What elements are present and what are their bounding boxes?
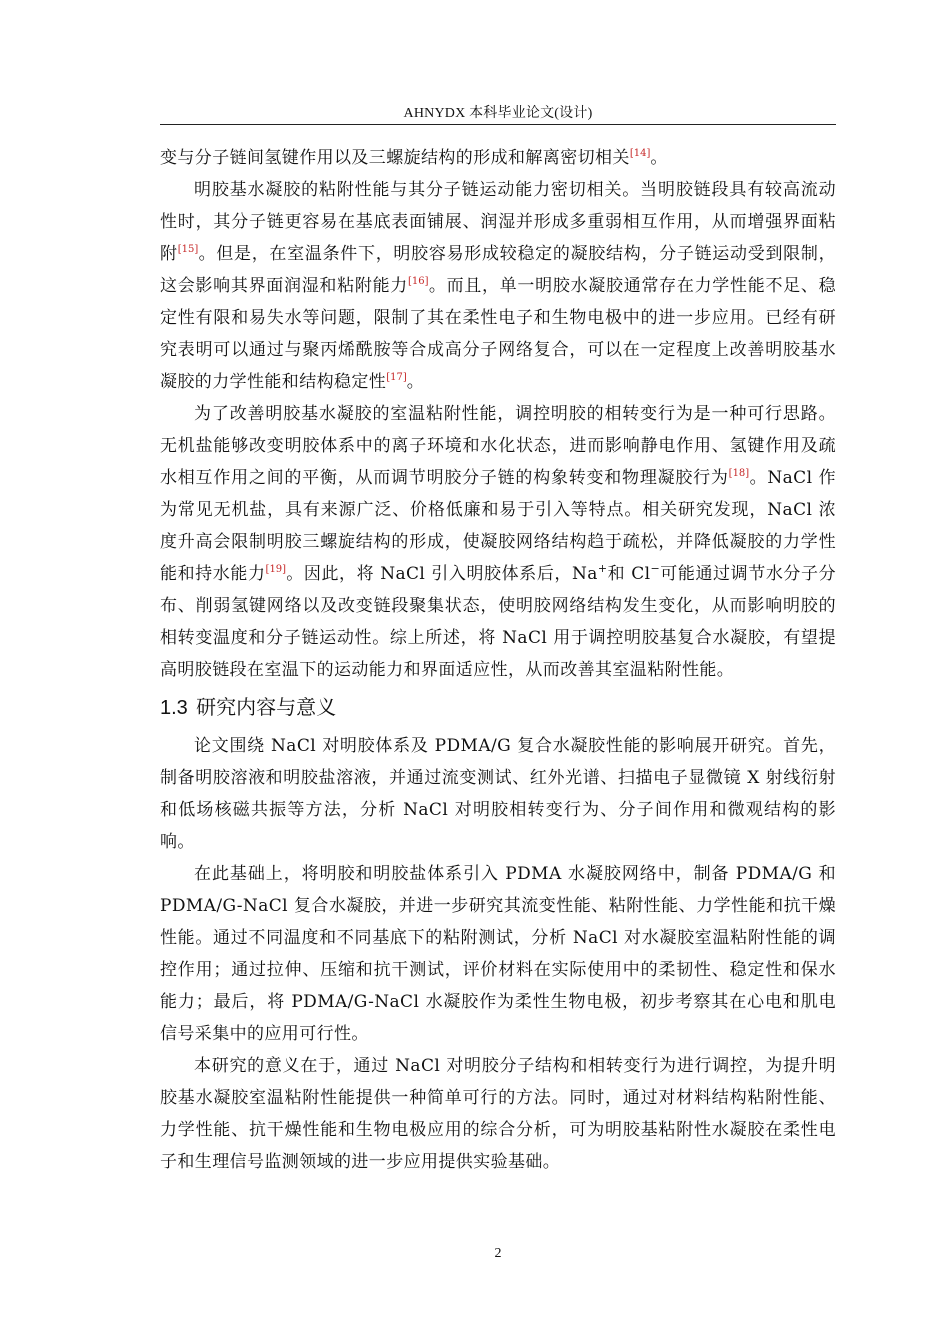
text-run: 和 Cl xyxy=(607,564,651,584)
text-run: 。 xyxy=(406,372,425,392)
text-run: 为了改善明胶基水凝胶的室温粘附性能，调控明胶的相转变行为是一种可行思路。无机盐能够改变明胶体系中的离子环境和水化状态，进而影响静电作用、氢键作用及疏水相互作用之间的平衡，从而调节明胶分子链的构象转变和物理凝胶行为 xyxy=(160,404,836,488)
chloride-charge: − xyxy=(650,562,661,575)
paragraph-research-methods: 在此基础上，将明胶和明胶盐体系引入 PDMA 水凝胶网络中，制备 PDMA/G 和 PDMA/G-NaCl 复合水凝胶，并进一步研究其流变性能、粘附性能、力学性能和抗干燥性能。通过不同温度和不同基底下的粘附测试，分析 NaCl 对水凝胶室温粘附性能的调控作用；通过拉伸、压缩和抗干测试，评价材料在实际使用中的柔韧性、稳定性和保水能力；最后，将 PDMA/G-NaCl 水凝胶作为柔性生物电极，初步考察其在心电和肌电信号采集中的应用可行性。 xyxy=(160,864,836,1044)
text-run: 。而且，单一明胶水凝胶通常存在力学性能不足、稳定性有限和易失水等问题，限制了其在柔性电子和生物电极中的进一步应用。已经有研究表明可以通过与聚丙烯酰胺等合成高分子网络复合，可以在一定程度上改善明胶基水凝胶的力学性能和结构稳定性 xyxy=(160,276,836,392)
text-run: 可能通过调节水分子分布、削弱氢键网络以及改变链段聚集状态，使明胶网络结构发生变化，从而影响明胶的相转变温度和分子链运动性。综上所述，将 NaCl 用于调控明胶基复合水凝胶，有望提高明胶链段在室温下的运动能力和界面适应性，从而改善其室温粘附性能。 xyxy=(160,564,837,680)
paragraph-significance: 本研究的意义在于，通过 NaCl 对明胶分子结构和相转变行为进行调控，为提升明胶基水凝胶室温粘附性能提供一种简单可行的方法。同时，通过对材料结构粘附性能、力学性能、抗干燥性能和生物电极应用的综合分析，可为明胶基粘附性水凝胶在柔性电子和生理信号监测领域的进一步应用提供实验基础。 xyxy=(160,1056,836,1172)
paragraph-continuation xyxy=(160,142,836,174)
paragraph-adhesion xyxy=(160,174,836,398)
section-heading xyxy=(160,689,836,726)
text-run: 变与分子链间氢键作用以及三螺旋结构的形成和解离密切相关 xyxy=(160,148,630,168)
text-run: 明胶基水凝胶的粘附性能与其分子链运动能力密切相关。当明胶链段具有较高流动性时，其分子链更容易在基底表面铺展、润湿并形成多重弱相互作用，从而增强界面粘附 xyxy=(160,180,836,264)
text-run: 。 xyxy=(650,148,668,168)
sodium-charge: + xyxy=(597,562,608,575)
citation-18[interactable]: [18] xyxy=(728,468,750,479)
text-run: 。但是，在室温条件下，明胶容易形成较稳定的凝胶结构，分子链运动受到限制，这会影响其界面润湿和粘附能力 xyxy=(160,244,836,296)
citation-19[interactable]: [19] xyxy=(265,564,287,575)
section-number: 1.3 xyxy=(160,697,188,719)
paragraph-research-outline: 论文围绕 NaCl 对明胶体系及 PDMA/G 复合水凝胶性能的影响展开研究。首先，制备明胶溶液和明胶盐溶液，并通过流变测试、红外光谱、扫描电子显微镜 X 射线衍射和低场核磁共振等方法，分析 NaCl 对明胶相转变行为、分子间作用和微观结构的影响。 xyxy=(160,736,836,852)
page-number: 2 xyxy=(494,1246,502,1261)
header-rule xyxy=(160,124,836,125)
citation-17[interactable]: [17] xyxy=(386,372,407,383)
text-run: 。因此，将 NaCl 引入明胶体系后，Na xyxy=(286,564,598,584)
citation-15[interactable]: [15] xyxy=(177,244,199,255)
citation-14[interactable]: [14] xyxy=(629,148,651,159)
page-body xyxy=(160,142,836,1178)
text-run: 。NaCl 作为常见无机盐，具有来源广泛、价格低廉和易于引入等特点。相关研究发现，NaCl 浓度升高会限制明胶三螺旋结构的形成，使凝胶网络结构趋于疏松，并降低凝胶的力学性能和持水能力 xyxy=(160,468,836,584)
running-header: AHNYDX 本科毕业论文(设计) xyxy=(403,106,593,121)
section-title: 研究内容与意义 xyxy=(196,695,337,719)
paragraph-nacl-strategy xyxy=(160,398,836,686)
citation-16[interactable]: [16] xyxy=(408,276,429,287)
